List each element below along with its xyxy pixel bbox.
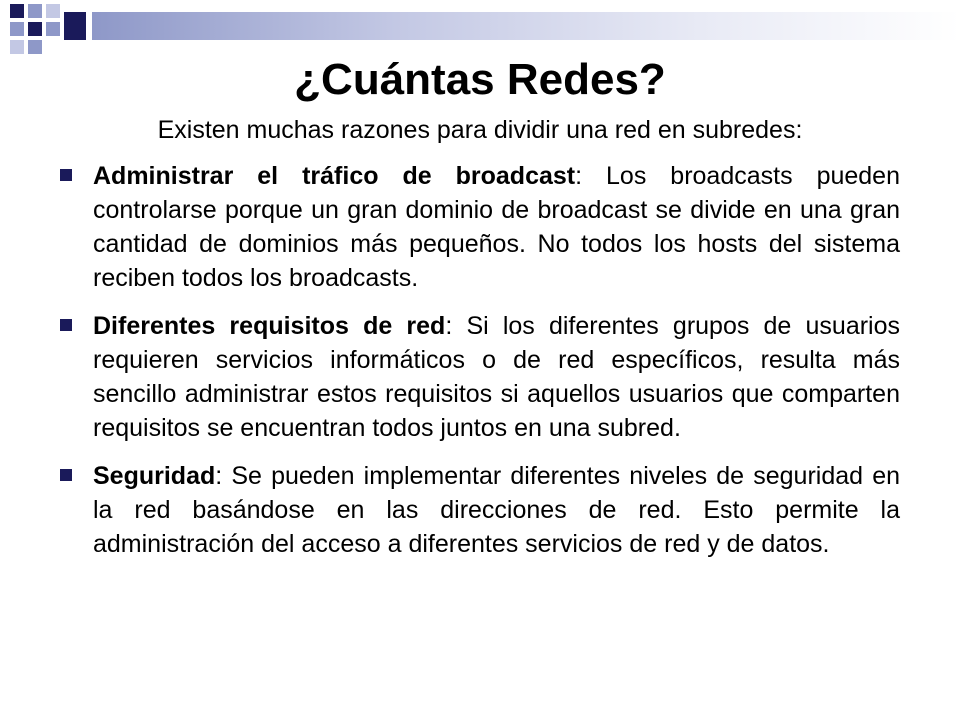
square-bullet-icon bbox=[60, 319, 72, 331]
bullet-text: : Si los diferentes grupos de usuarios requieren servicios informáticos o de red específicos, resulta más sencillo administrar estos requisitos si aquellos usuarios que comparten requisitos se encuentran todos juntos en una subred. bbox=[93, 312, 901, 442]
slide-subtitle: Existen muchas razones para dividir una red en subredes: bbox=[157, 116, 803, 144]
corner-squares-icon bbox=[0, 0, 60, 60]
header-decoration bbox=[0, 0, 960, 60]
bullet-item-seguridad bbox=[60, 459, 900, 561]
square-bullet-icon bbox=[60, 469, 72, 481]
bullet-term: Administrar el tráfico de broadcast bbox=[93, 162, 576, 190]
bullet-list bbox=[60, 159, 900, 575]
bullet-text: : Los broadcasts pueden controlarse porque un gran dominio de broadcast se divide en una gran cantidad de dominios más pequeños. No todos los hosts del sistema reciben todos los broadcasts. bbox=[93, 162, 900, 292]
bullet-item-broadcast bbox=[60, 159, 900, 295]
bullet-text: : Se pueden implementar diferentes niveles de seguridad en la red basándose en las direcciones de red. Esto permite la administración del acceso a diferentes servicios de red y de datos. bbox=[93, 462, 900, 558]
page-title: ¿Cuántas Redes? bbox=[294, 55, 666, 104]
header-block bbox=[64, 12, 86, 40]
bullet-term: Diferentes requisitos de red bbox=[93, 312, 446, 340]
square-bullet-icon bbox=[60, 169, 72, 181]
bullet-item-requisitos bbox=[60, 309, 900, 445]
header-stripe bbox=[92, 12, 960, 40]
bullet-term: Seguridad bbox=[93, 462, 216, 490]
